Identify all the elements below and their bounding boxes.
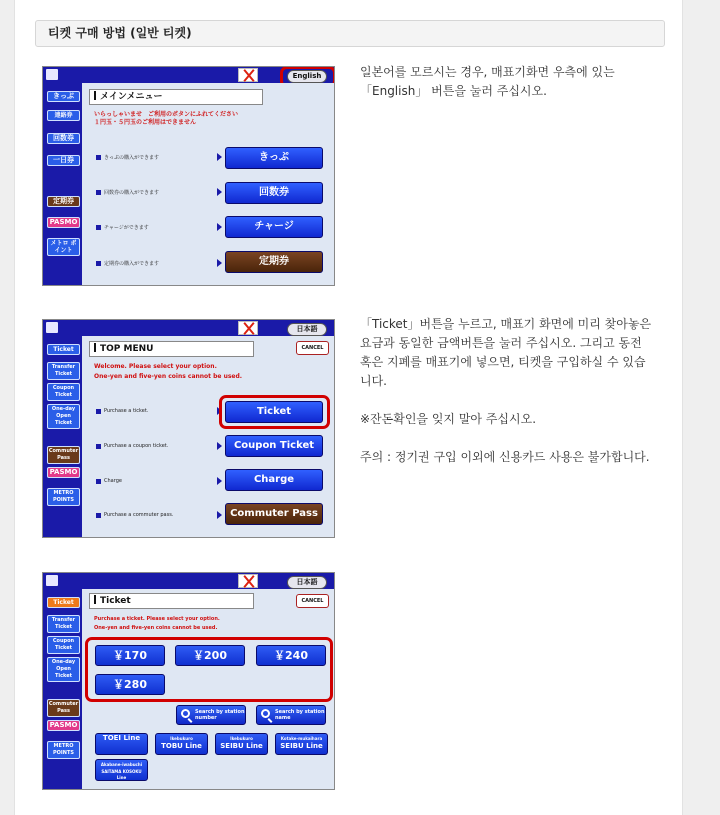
sidebar-renraku[interactable]: 連絡券 — [47, 110, 80, 121]
not-accepted-icon — [238, 321, 258, 335]
row-label: Purchase a coupon ticket. — [104, 443, 169, 449]
step1-line: 「English」 버튼을 눌러 주십시오. — [360, 84, 547, 98]
ticket-button[interactable]: Ticket — [225, 401, 323, 423]
change-note: ※잔돈확인을 잊지 말아 주십시오. — [360, 412, 537, 426]
charge-button[interactable]: Charge — [225, 469, 323, 491]
line-name: SAITAMA KOSOKU Line — [101, 769, 142, 780]
line-name: TOBU Line — [161, 742, 202, 750]
sidebar-teiki[interactable]: 定期券 — [47, 196, 80, 207]
welcome-message-2: One-yen and five-yen coins cannot be used. — [94, 373, 243, 380]
japanese-button[interactable]: 日本語 — [287, 323, 327, 336]
machine-content — [82, 336, 334, 537]
sidebar-ichinichi[interactable]: 一日券 — [47, 155, 80, 166]
search-label: Search by station name — [275, 709, 325, 721]
search-icon — [181, 709, 190, 718]
fare-button-240[interactable]: ￥240 — [256, 645, 326, 666]
fare-button-170[interactable]: ￥170 — [95, 645, 165, 666]
row-label: 定期券の購入ができます — [104, 261, 160, 267]
machine-sidebar — [43, 336, 82, 537]
welcome-message-2: １円玉・５円玉のご利用はできません — [94, 119, 197, 126]
step2-line: 「Ticket」버튼을 누르고, 매표기 화면에 미리 찾아놓은 — [360, 317, 652, 331]
machine-content — [82, 83, 334, 285]
arrow-icon — [217, 511, 222, 519]
machine-sidebar — [43, 83, 82, 285]
arrow-icon — [217, 153, 222, 161]
menu-title: Ticket — [89, 593, 254, 609]
step2-line: 요금과 동일한 금액버튼을 눌러 주십시오. 그리고 동전 — [360, 336, 642, 350]
search-icon — [261, 709, 270, 718]
sidebar-metro-points[interactable]: METRO POINTS — [47, 741, 80, 759]
cancel-button[interactable]: CANCEL — [296, 341, 329, 355]
section-title: 티켓 구매 방법 (일반 티켓) — [35, 20, 665, 47]
kaisuken-button[interactable]: 回数券 — [225, 182, 323, 204]
ticket-machine-screen-fares — [42, 572, 335, 790]
line-sub: Ikebukuro — [170, 736, 193, 741]
arrow-icon — [217, 223, 222, 231]
teikiken-button[interactable]: 定期券 — [225, 251, 323, 273]
search-label: Search by station number — [195, 709, 245, 721]
sidebar-commuter-pass[interactable]: Commuter Pass — [47, 699, 80, 717]
english-button[interactable]: English — [287, 70, 327, 83]
tobu-line-button[interactable] — [155, 733, 208, 755]
arrow-icon — [217, 259, 222, 267]
sidebar-kaisu[interactable]: 回数券 — [47, 133, 80, 144]
sidebar-coupon-ticket[interactable]: Coupon Ticket — [47, 636, 80, 654]
metro-logo-icon — [46, 575, 58, 586]
welcome-message-1: Welcome. Please select your option. — [94, 363, 217, 370]
row-label: Purchase a ticket. — [104, 408, 149, 414]
seibu-line-button-1[interactable] — [215, 733, 268, 755]
sidebar-pasmo[interactable]: PASMO — [47, 720, 80, 731]
search-station-name-button[interactable] — [256, 705, 326, 725]
row-label: Charge — [104, 478, 122, 484]
menu-title: メインメニュー — [89, 89, 263, 105]
fare-button-280[interactable]: ￥280 — [95, 674, 165, 695]
sidebar-metro-point[interactable]: メトロ ポイント — [47, 238, 80, 256]
row-label: 回数券の購入ができます — [104, 190, 160, 196]
fare-button-200[interactable]: ￥200 — [175, 645, 245, 666]
row-label: Purchase a commuter pass. — [104, 512, 174, 518]
metro-logo-icon — [46, 69, 58, 80]
arrow-icon — [217, 477, 222, 485]
ticket-highlight — [219, 395, 330, 429]
not-accepted-icon — [238, 574, 258, 588]
row-label: チャージができます — [104, 225, 149, 231]
saitama-line-button[interactable] — [95, 759, 148, 781]
step1-line: 일본어를 모르시는 경우, 매표기화면 우측에 있는 — [360, 65, 615, 79]
not-accepted-icon — [238, 68, 258, 82]
kippu-button[interactable]: きっぷ — [225, 147, 323, 169]
line-sub: Akabane-iwabuchi — [100, 762, 143, 767]
step2-description — [360, 315, 665, 467]
sidebar-transfer-ticket[interactable]: Transfer Ticket — [47, 615, 80, 633]
sidebar-commuter-pass[interactable]: Commuter Pass — [47, 446, 80, 464]
sidebar-ticket[interactable]: Ticket — [47, 344, 80, 355]
purchase-message-2: One-yen and five-yen coins cannot be used. — [94, 625, 218, 631]
sidebar-transfer-ticket[interactable]: Transfer Ticket — [47, 362, 80, 380]
row-label: きっぷの購入ができます — [104, 155, 160, 161]
line-name: TOEI Line — [102, 734, 141, 742]
sidebar-pasmo[interactable]: PASMO — [47, 467, 80, 478]
charge-button-jp[interactable]: チャージ — [225, 216, 323, 238]
purchase-message-1: Purchase a ticket. Please select your option. — [94, 616, 220, 622]
ticket-machine-screen-top-menu — [42, 319, 335, 538]
sidebar-one-day-ticket[interactable]: One-day Open Ticket — [47, 657, 80, 682]
sidebar-one-day-ticket[interactable]: One-day Open Ticket — [47, 404, 80, 429]
search-station-number-button[interactable] — [176, 705, 246, 725]
line-name: SEIBU Line — [280, 742, 323, 750]
step2-line: 니다. — [360, 374, 387, 388]
step1-description — [360, 63, 665, 101]
line-name: SEIBU Line — [220, 742, 263, 750]
sidebar-pasmo[interactable]: PASMO — [47, 217, 80, 228]
cancel-button[interactable]: CANCEL — [296, 594, 329, 608]
machine-sidebar — [43, 589, 82, 789]
welcome-message-1: いらっしゃいませ ご利用のボタンにふれてください — [94, 111, 239, 118]
menu-title: TOP MENU — [89, 341, 254, 357]
sidebar-coupon-ticket[interactable]: Coupon Ticket — [47, 383, 80, 401]
machine-content — [82, 589, 334, 789]
toei-line-button[interactable] — [95, 733, 148, 755]
sidebar-kippu[interactable]: きっぷ — [47, 91, 80, 102]
coupon-ticket-button[interactable]: Coupon Ticket — [225, 435, 323, 457]
sidebar-ticket-active[interactable]: Ticket — [47, 597, 80, 608]
seibu-line-button-2[interactable] — [275, 733, 328, 755]
commuter-pass-button[interactable]: Commuter Pass — [225, 503, 323, 525]
line-sub: Ikebukuro — [230, 736, 253, 741]
arrow-icon — [217, 188, 222, 196]
arrow-icon — [217, 442, 222, 450]
sidebar-metro-points[interactable]: METRO POINTS — [47, 488, 80, 506]
credit-card-note: 주의 : 정기권 구입 이외에 신용카드 사용은 불가합니다. — [360, 450, 650, 464]
metro-logo-icon — [46, 322, 58, 333]
line-sub: Kotake-mukaihara — [280, 736, 323, 741]
step2-line: 혹은 지폐를 매표기에 넣으면, 티켓을 구입하실 수 있습 — [360, 355, 646, 369]
ticket-machine-screen-japanese — [42, 66, 335, 286]
content-page — [14, 0, 683, 815]
japanese-button[interactable]: 日本語 — [287, 576, 327, 589]
